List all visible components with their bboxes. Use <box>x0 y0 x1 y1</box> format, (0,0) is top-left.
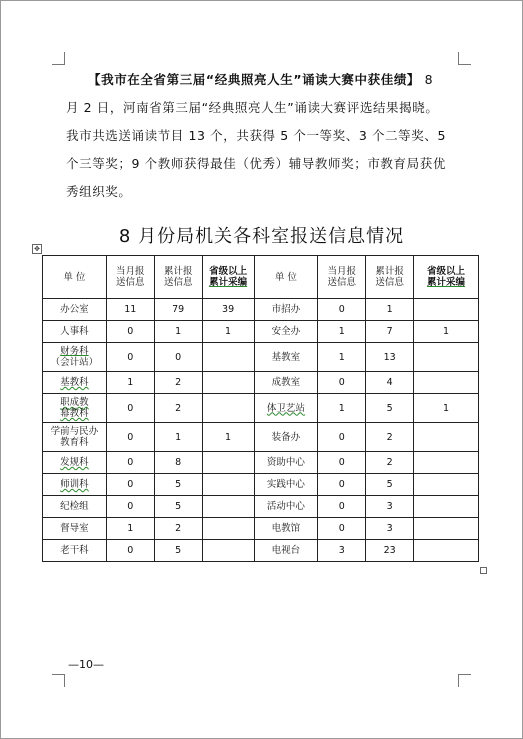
cell-prov-right: 1 <box>414 321 479 343</box>
cell-total-right: 1 <box>366 299 414 321</box>
cell-unit-left: 发规科 <box>43 452 107 474</box>
cell-month-right: 0 <box>318 496 366 518</box>
cell-month-right: 0 <box>318 372 366 394</box>
cell-total-right: 4 <box>366 372 414 394</box>
cell-prov-left <box>202 343 254 372</box>
cell-month-left: 0 <box>106 423 154 452</box>
cell-total-right: 5 <box>366 474 414 496</box>
page-number: —10— <box>68 658 104 671</box>
table-row <box>43 321 479 343</box>
cell-month-right: 1 <box>318 343 366 372</box>
cell-unit-left: 督导室 <box>43 518 107 540</box>
cell-total-left: 5 <box>154 496 202 518</box>
cell-prov-left: 1 <box>202 423 254 452</box>
cell-prov-left <box>202 540 254 562</box>
table-row <box>43 343 479 372</box>
cell-total-right: 2 <box>366 423 414 452</box>
paragraph-line-5: 秀组织奖。 <box>66 184 132 199</box>
cell-prov-right <box>414 299 479 321</box>
cell-total-right: 3 <box>366 496 414 518</box>
info-table <box>42 255 479 562</box>
cell-unit-right: 安全办 <box>254 321 318 343</box>
header-unit-right: 单 位 <box>254 256 318 299</box>
cell-prov-left <box>202 518 254 540</box>
cell-prov-right <box>414 423 479 452</box>
table-row <box>43 394 479 423</box>
table-row <box>43 423 479 452</box>
table-row <box>43 518 479 540</box>
cell-unit-left: 学前与民办 教育科 <box>43 423 107 452</box>
table-title: 8 月份局机关各科室报送信息情况 <box>118 226 405 247</box>
cell-month-left: 1 <box>106 518 154 540</box>
table-row <box>43 474 479 496</box>
table-row <box>43 299 479 321</box>
cell-month-left: 0 <box>106 474 154 496</box>
table-row <box>43 540 479 562</box>
cell-prov-left <box>202 394 254 423</box>
cell-month-right: 0 <box>318 452 366 474</box>
cell-unit-left: 基教科 <box>43 372 107 394</box>
cell-unit-right: 电视台 <box>254 540 318 562</box>
cell-prov-left <box>202 474 254 496</box>
paragraph-line-3: 我市共选送诵读节目 13 个，共获得 5 个一等奖、3 个二等奖、5 <box>66 128 447 143</box>
cell-prov-right <box>414 540 479 562</box>
crop-mark-top-right <box>458 52 471 65</box>
paragraph-lead: 【我市在全省第三届“经典照亮人生”诵读大赛中获佳绩】 <box>88 72 421 87</box>
cell-total-left: 0 <box>154 343 202 372</box>
cell-month-right: 3 <box>318 540 366 562</box>
cell-unit-left: 老干科 <box>43 540 107 562</box>
cell-unit-right: 资助中心 <box>254 452 318 474</box>
cell-total-right: 3 <box>366 518 414 540</box>
cell-month-left: 0 <box>106 452 154 474</box>
cell-total-left: 2 <box>154 518 202 540</box>
cell-prov-left: 1 <box>202 321 254 343</box>
cell-unit-right: 体卫艺站 <box>254 394 318 423</box>
cell-total-left: 5 <box>154 474 202 496</box>
cell-month-right: 0 <box>318 474 366 496</box>
table-row <box>43 372 479 394</box>
cell-month-right: 1 <box>318 394 366 423</box>
cell-unit-right: 实践中心 <box>254 474 318 496</box>
cell-unit-right: 市招办 <box>254 299 318 321</box>
cell-month-right: 0 <box>318 299 366 321</box>
cell-unit-right: 活动中心 <box>254 496 318 518</box>
cell-unit-right: 成教室 <box>254 372 318 394</box>
paragraph-line-4: 个三等奖；9 个教师获得最佳（优秀）辅导教师奖；市教育局获优 <box>66 156 446 171</box>
cell-month-right: 0 <box>318 518 366 540</box>
cell-unit-left: 财务科 （会计站） <box>43 343 107 372</box>
cell-prov-right <box>414 518 479 540</box>
header-month-right: 当月报 送信息 <box>318 256 366 299</box>
cell-unit-left: 办公室 <box>43 299 107 321</box>
cell-unit-left: 纪检组 <box>43 496 107 518</box>
table-header-row <box>43 256 479 299</box>
cell-month-left: 11 <box>106 299 154 321</box>
header-prov-left: 省级以上 累计采编 <box>202 256 254 299</box>
cell-total-left: 5 <box>154 540 202 562</box>
paragraph-lead-tail: 8 <box>424 72 434 87</box>
cell-unit-right: 装备办 <box>254 423 318 452</box>
cell-total-left: 2 <box>154 372 202 394</box>
cell-prov-left <box>202 496 254 518</box>
cell-total-right: 5 <box>366 394 414 423</box>
header-total-left: 累计报 送信息 <box>154 256 202 299</box>
cell-total-left: 79 <box>154 299 202 321</box>
cell-prov-right <box>414 372 479 394</box>
paragraph-line-2: 月 2 日，河南省第三届“经典照亮人生”诵读大赛评选结果揭晓。 <box>66 100 439 115</box>
cell-month-left: 1 <box>106 372 154 394</box>
cell-prov-left: 39 <box>202 299 254 321</box>
cell-prov-right: 1 <box>414 394 479 423</box>
header-unit-left: 单 位 <box>43 256 107 299</box>
cell-month-right: 1 <box>318 321 366 343</box>
crop-mark-bottom-right <box>458 674 471 687</box>
cell-month-left: 0 <box>106 496 154 518</box>
cell-prov-left <box>202 452 254 474</box>
cell-total-left: 8 <box>154 452 202 474</box>
header-month-left: 当月报 送信息 <box>106 256 154 299</box>
cell-unit-left: 师训科 <box>43 474 107 496</box>
crop-mark-top-left <box>52 52 65 65</box>
cell-month-left: 0 <box>106 321 154 343</box>
cell-month-left: 0 <box>106 343 154 372</box>
header-total-right: 累计报 送信息 <box>366 256 414 299</box>
cell-total-right: 23 <box>366 540 414 562</box>
cell-prov-right <box>414 452 479 474</box>
cell-total-right: 7 <box>366 321 414 343</box>
crop-mark-bottom-left <box>52 674 65 687</box>
news-paragraph <box>66 66 466 206</box>
cell-month-left: 0 <box>106 394 154 423</box>
cell-month-left: 0 <box>106 540 154 562</box>
cell-total-right: 13 <box>366 343 414 372</box>
cell-total-left: 2 <box>154 394 202 423</box>
table-move-handle-icon[interactable]: ✥ <box>32 244 42 254</box>
header-prov-right: 省级以上 累计采编 <box>414 256 479 299</box>
cell-unit-right: 电教馆 <box>254 518 318 540</box>
cell-unit-right: 基教室 <box>254 343 318 372</box>
cell-unit-left: 人事科 <box>43 321 107 343</box>
cell-prov-right <box>414 343 479 372</box>
table-row <box>43 496 479 518</box>
cell-prov-left <box>202 372 254 394</box>
table-resize-handle-icon[interactable] <box>480 567 487 574</box>
cell-prov-right <box>414 496 479 518</box>
table-row <box>43 452 479 474</box>
cell-month-right: 0 <box>318 423 366 452</box>
cell-prov-right <box>414 474 479 496</box>
cell-total-left: 1 <box>154 423 202 452</box>
cell-total-left: 1 <box>154 321 202 343</box>
cell-unit-left: 职成教 幕教科 <box>43 394 107 423</box>
cell-total-right: 2 <box>366 452 414 474</box>
